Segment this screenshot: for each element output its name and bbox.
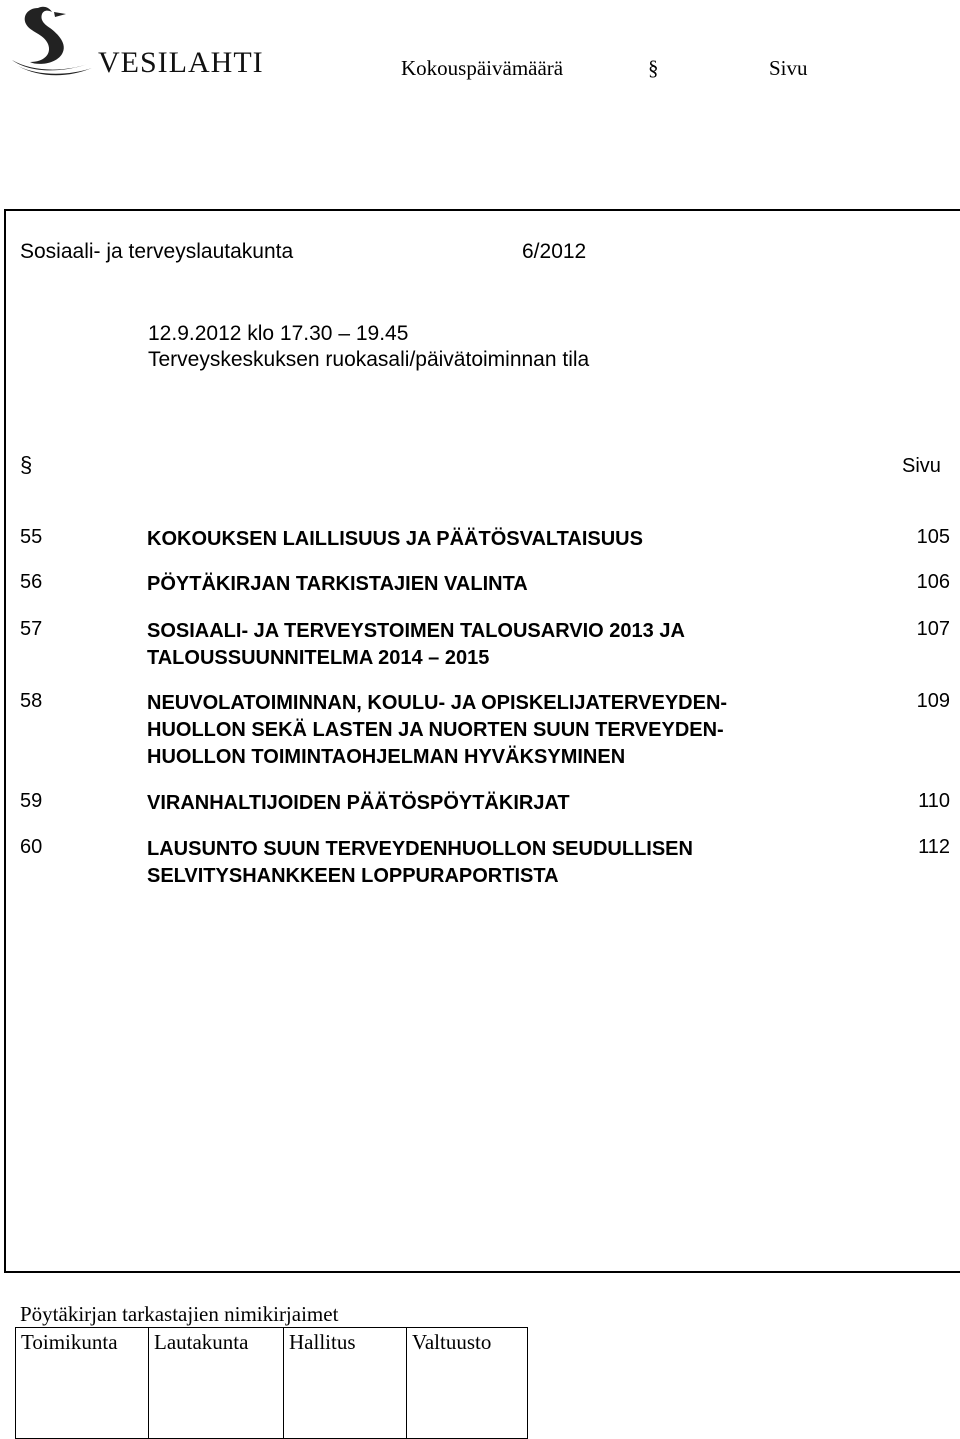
toc-item-page: 112 bbox=[918, 836, 950, 858]
vesilahti-logo bbox=[8, 2, 268, 82]
toc-section-symbol: § bbox=[20, 452, 33, 477]
toc-item-title: VIRANHALTIJOIDEN PÄÄTÖSPÖYTÄKIRJAT bbox=[147, 792, 570, 814]
toc-item-title: LAUSUNTO SUUN TERVEYDENHUOLLON SEUDULLISEN SELVITYSHANKKEEN LOPPURAPORTISTA bbox=[147, 838, 693, 887]
toc-item-number: 57 bbox=[20, 618, 43, 640]
toc-item-page: 109 bbox=[916, 690, 950, 712]
signature-cell-valtuusto: Valtuusto bbox=[407, 1328, 528, 1439]
signature-cell-hallitus: Hallitus bbox=[284, 1328, 407, 1439]
date-label: Kokouspäivämäärä bbox=[401, 56, 564, 80]
signature-table bbox=[15, 1327, 528, 1439]
toc-item-page: 106 bbox=[916, 571, 950, 593]
toc-item-number: 55 bbox=[20, 526, 43, 548]
meeting-time: 12.9.2012 klo 17.30 – 19.45 bbox=[148, 322, 409, 345]
toc-item-title: KOKOUKSEN LAILLISUUS JA PÄÄTÖSVALTAISUUS bbox=[147, 528, 643, 550]
toc-item-number: 58 bbox=[20, 690, 43, 712]
toc-item-title: SOSIAALI- JA TERVEYSTOIMEN TALOUSARVIO 2013 JA TALOUSSUUNNITELMA 2014 – 2015 bbox=[147, 620, 685, 669]
signature-cell-toimikunta: Toimikunta bbox=[16, 1328, 149, 1439]
toc-item-page: 107 bbox=[916, 618, 950, 640]
toc-item-number: 56 bbox=[20, 571, 43, 593]
meeting-body: Sosiaali- ja terveyslautakunta bbox=[20, 240, 294, 263]
header-page-label: Sivu bbox=[769, 56, 808, 80]
toc-item-page: 110 bbox=[918, 790, 950, 812]
svg-text:VESILAHTI: VESILAHTI bbox=[98, 46, 264, 79]
toc-item-title: PÖYTÄKIRJAN TARKISTAJIEN VALINTA bbox=[147, 573, 528, 595]
meeting-place: Terveyskeskuksen ruokasali/päivätoiminnan tila bbox=[148, 348, 590, 371]
toc-item-title: NEUVOLATOIMINNAN, KOULU- JA OPISKELIJATERVEYDEN- HUOLLON SEKÄ LASTEN JA NUORTEN SUUN TERVEYDEN- HUOLLON TOIMINTAOHJELMAN HYVÄKSYMINEN bbox=[147, 692, 728, 768]
toc-page-header: Sivu bbox=[902, 455, 941, 477]
toc-item-number: 59 bbox=[20, 790, 43, 812]
meeting-number: 6/2012 bbox=[522, 240, 587, 263]
header-section-symbol: § bbox=[648, 56, 659, 80]
signature-caption: Pöytäkirjan tarkastajien nimikirjaimet bbox=[20, 1302, 339, 1326]
toc-item-page: 105 bbox=[916, 526, 950, 548]
toc-item-number: 60 bbox=[20, 836, 43, 858]
signature-cell-lautakunta: Lautakunta bbox=[149, 1328, 284, 1439]
